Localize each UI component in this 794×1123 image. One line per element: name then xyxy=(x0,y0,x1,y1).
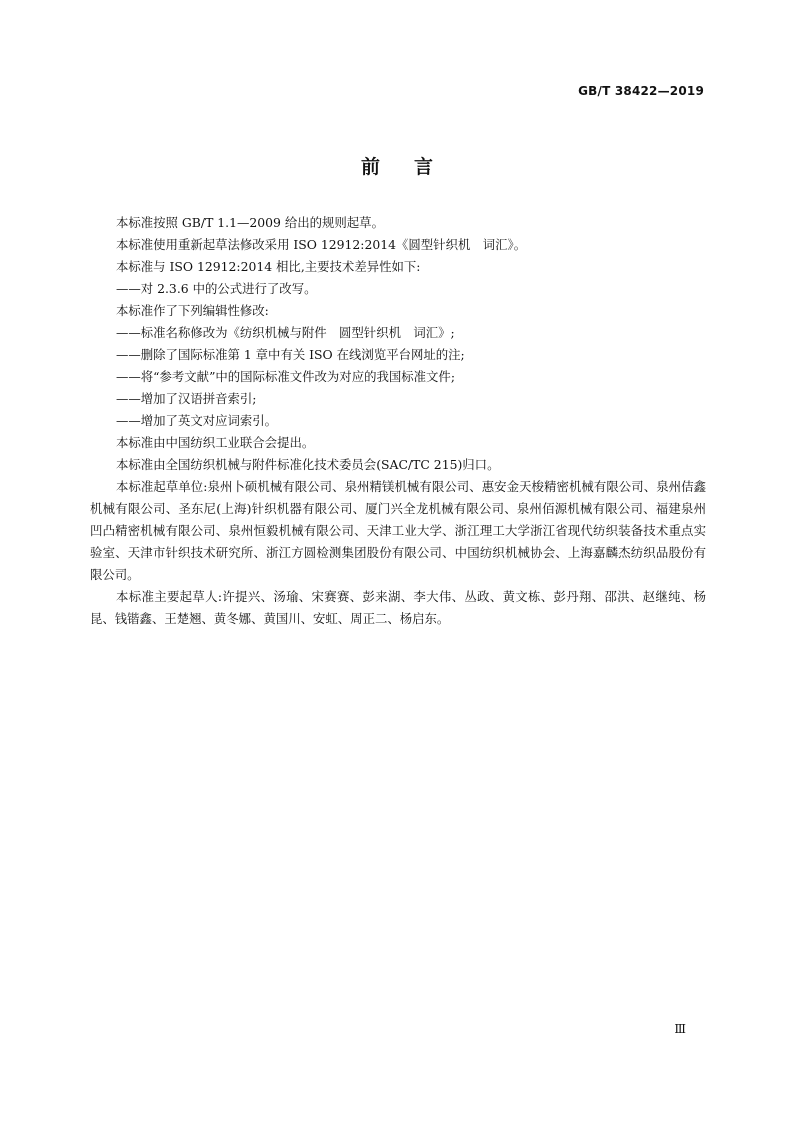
list-item: ——对 2.3.6 中的公式进行了改写。 xyxy=(116,281,317,296)
paragraph: 本标准使用重新起草法修改采用 ISO 12912:2014《圆型针织机 词汇》。 xyxy=(116,237,527,252)
page-title: 前言 xyxy=(360,156,467,178)
list-item: ——标准名称修改为《纺织机械与附件 圆型针织机 词汇》; xyxy=(116,325,455,340)
paragraph: 本标准按照 GB/T 1.1—2009 给出的规则起草。 xyxy=(116,215,384,230)
paragraph: 本标准由全国纺织机械与附件标准化技术委员会(SAC/TC 215)归口。 xyxy=(116,457,500,472)
page-number: Ⅲ xyxy=(674,1022,686,1036)
list-item: ——删除了国际标准第 1 章中有关 ISO 在线浏览平台网址的注; xyxy=(116,347,465,362)
paragraph: 本标准由中国纺织工业联合会提出。 xyxy=(116,435,315,450)
paragraph: 本标准与 ISO 12912:2014 相比,主要技术差异性如下: xyxy=(116,259,421,274)
list-item: ——增加了英文对应词索引。 xyxy=(116,413,278,428)
paragraph: 本标准主要起草人:许提兴、汤瑜、宋赛赛、彭来湖、李大伟、丛政、黄文栋、彭丹翔、邵洪、赵继纯、杨昆、钱锴鑫、王楚翘、黄冬娜、黄国川、安虹、周正二、杨启东。 xyxy=(90,589,706,626)
body-text xyxy=(90,212,706,630)
list-item: ——增加了汉语拼音索引; xyxy=(116,391,257,406)
paragraph: 本标准作了下列编辑性修改: xyxy=(116,303,269,318)
document-code: GB/T 38422—2019 xyxy=(578,84,704,98)
list-item: ——将“参考文献”中的国际标准文件改为对应的我国标准文件; xyxy=(116,369,455,384)
paragraph: 本标准起草单位:泉州卜硕机械有限公司、泉州精镁机械有限公司、惠安金天梭精密机械有限公司、泉州佶鑫机械有限公司、圣东尼(上海)针织机器有限公司、厦门兴全龙机械有限公司、泉州佰源机械有限公司、福建泉州凹凸精密机械有限公司、泉州恒毅机械有限公司、天津工业大学、浙江理工大学浙江省现代纺织装备技术重点实验室、天津市针织技术研究所、浙江方圆检测集团股份有限公司、中国纺织机械协会、上海嘉麟杰纺织品股份有限公司。 xyxy=(90,479,706,582)
